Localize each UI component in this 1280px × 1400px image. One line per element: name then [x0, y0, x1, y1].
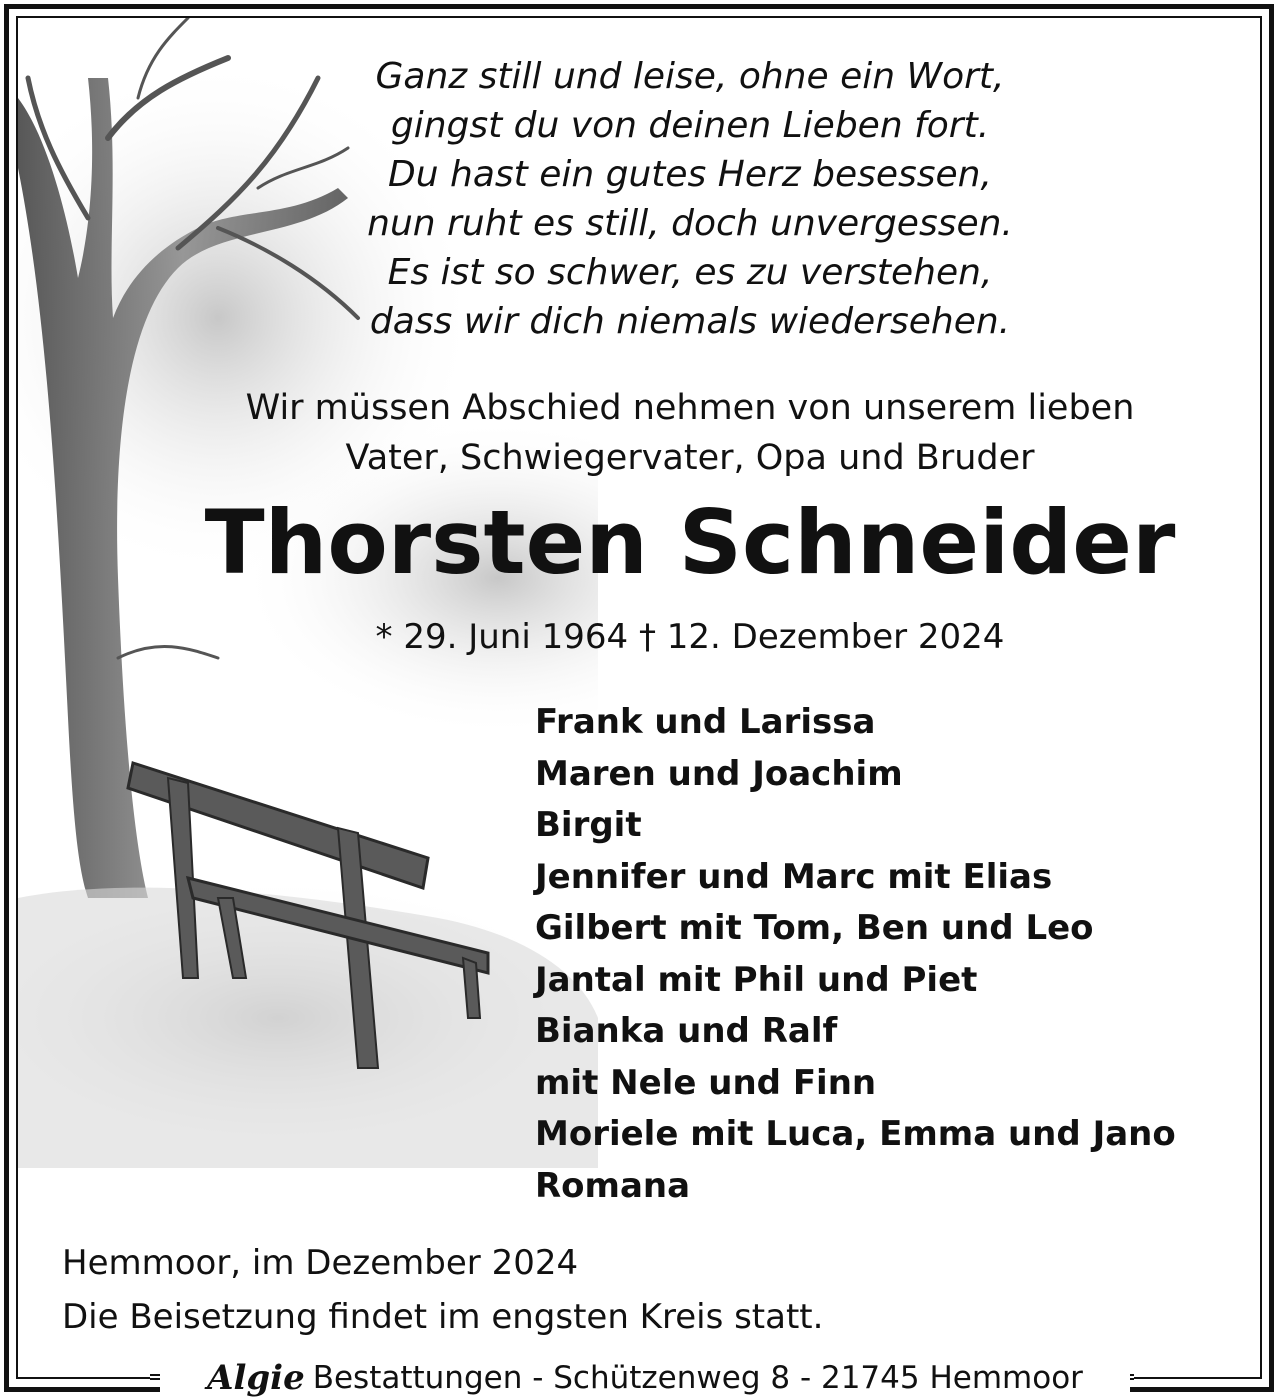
funeral-home-footer: [160, 1356, 1130, 1400]
farewell-intro: [190, 383, 1190, 483]
funeral-home-logo: Algie: [207, 1358, 305, 1398]
poem-line: Ganz still und leise, ohne ein Wort,: [375, 56, 1005, 97]
mourner-entry: mit Nele und Finn: [535, 1062, 877, 1103]
mourner-entry: Jantal mit Phil und Piet: [535, 959, 978, 1000]
poem-line: Es ist so schwer, es zu verstehen,: [387, 252, 993, 293]
mourner-entry: Gilbert mit Tom, Ben und Leo: [535, 908, 1094, 948]
mourner-entry: Jennifer und Marc mit Elias: [535, 856, 1053, 897]
mourner-entry: Bianka und Ralf: [535, 1011, 838, 1051]
mourner-entry: Romana: [535, 1165, 691, 1206]
poem-line: gingst du von deinen Lieben fort.: [390, 105, 990, 146]
poem-line: dass wir dich niemals wiedersehen.: [369, 301, 1011, 342]
mourner-entry: Birgit: [535, 805, 642, 845]
life-dates: * 29. Juni 1964 † 12. Dezember 2024: [375, 617, 1005, 657]
memorial-poem: [240, 52, 1140, 346]
poem-line: Du hast ein gutes Herz besessen,: [388, 154, 992, 195]
closing-notes: [62, 1236, 823, 1344]
intro-line: Vater, Schwiegervater, Opa und Bruder: [345, 438, 1035, 478]
intro-line: Wir müssen Abschied nehmen von unserem lieben: [245, 388, 1135, 428]
place-date: Hemmoor, im Dezember 2024: [62, 1243, 579, 1283]
deceased-name: Thorsten Schneider: [204, 491, 1176, 594]
mourners-list: [535, 697, 1176, 1212]
mourner-entry: Frank und Larissa: [535, 702, 876, 742]
mourner-entry: Moriele mit Luca, Emma und Jano: [535, 1114, 1176, 1154]
burial-note: Die Beisetzung findet im engsten Kreis statt.: [62, 1297, 824, 1337]
mourner-entry: Maren und Joachim: [535, 753, 903, 794]
poem-line: nun ruht es still, doch unvergessen.: [367, 203, 1013, 244]
funeral-home-address: Bestattungen - Schützenweg 8 - 21745 Hemmoor: [312, 1360, 1083, 1396]
